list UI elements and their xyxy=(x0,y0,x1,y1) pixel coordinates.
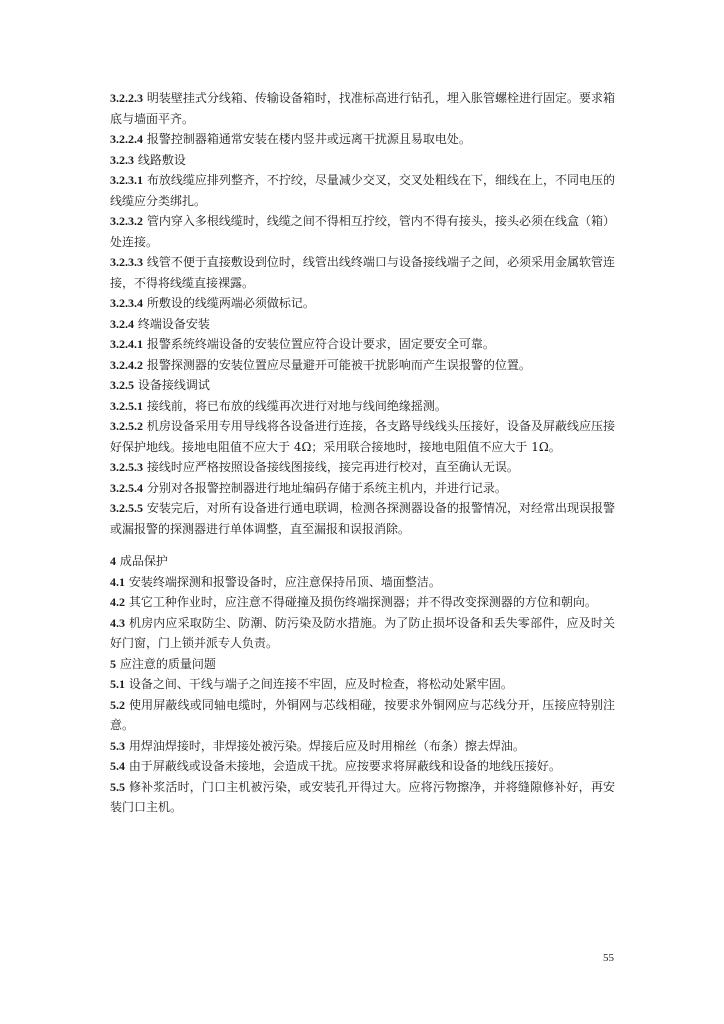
clause-text: 使用屏蔽线或同轴电缆时，外铜网与芯线相碰，按要求外铜网应与芯线分开，压接应特别注意。 xyxy=(110,697,615,732)
clause-text: 分别对各报警控制器进行地址编码存储于系统主机内，并进行记录。 xyxy=(143,480,507,495)
clause-text: 由于屏蔽线或设备未接地，会造成干扰。应按要求将屏蔽线和设备的地线压接好。 xyxy=(125,759,561,773)
clause-text: 修补浆活时，门口主机被污染，或安装孔开得过大。应将污物擦净，并将缝隙修补好，再安装门口主机。 xyxy=(110,779,615,814)
clause-number: 3.2.4.1 xyxy=(110,337,143,351)
document-body xyxy=(110,88,615,818)
clause-text: 终端设备安装 xyxy=(134,316,210,331)
clause-text: 机房内应采取防尘、防潮、防污染及防水措施。为了防止损坏设备和丢失零部件，应及时关好门窗，门上锁并派专人负责。 xyxy=(110,615,615,650)
clause-number: 3.2.3.2 xyxy=(110,214,143,228)
paragraph xyxy=(110,613,615,654)
paragraph xyxy=(110,457,615,478)
clause-text: 用焊油焊接时，非焊接处被污染。焊接后应及时用棉丝（布条）擦去焊油。 xyxy=(125,738,525,753)
clause-text: 安装终端探测和报警设备时，应注意保持吊顶、墙面整洁。 xyxy=(125,574,441,589)
paragraph xyxy=(110,777,615,818)
clause-number: 3.2.2.4 xyxy=(110,132,143,146)
paragraph xyxy=(110,756,615,777)
clause-number: 3.2.4 xyxy=(110,316,134,331)
paragraph xyxy=(110,129,615,150)
clause-number: 3.2.2.3 xyxy=(110,91,143,105)
page-number: 55 xyxy=(603,952,614,964)
clause-number: 3.2.5.3 xyxy=(110,460,143,474)
clause-number: 4.3 xyxy=(110,615,125,630)
clause-text: 应注意的质量问题 xyxy=(116,656,216,671)
paragraph xyxy=(110,375,615,396)
clause-number: 4 xyxy=(110,554,116,568)
clause-text: 报警控制器箱通常安装在楼内竖井或远离干扰源且易取电处。 xyxy=(143,132,471,146)
paragraph xyxy=(110,498,615,539)
clause-text: 线路敷设 xyxy=(134,152,186,167)
clause-text: 线管不便于直接敷设到位时，线管出线终端口与设备接线端子之间，必须采用金属软管连接，不得将线缆直接裸露。 xyxy=(110,255,615,290)
clause-number: 5.4 xyxy=(110,759,125,773)
clause-text: 明装壁挂式分线箱、传输设备箱时，找准标高进行钻孔，埋入胀管螺栓进行固定。要求箱底与墙面平齐。 xyxy=(110,91,615,126)
clause-number: 3.2.3.3 xyxy=(110,255,143,269)
clause-text: 布放线缆应排列整齐，不拧绞，尽量减少交叉，交叉处粗线在下，细线在上，不同电压的线缆应分类绑扎。 xyxy=(110,173,615,208)
clause-number: 3.2.5.4 xyxy=(110,480,143,495)
section-gap xyxy=(110,539,615,551)
paragraph xyxy=(110,695,615,736)
paragraph xyxy=(110,314,615,335)
clause-text: 设备接线调试 xyxy=(134,378,210,392)
paragraph xyxy=(110,252,615,293)
clause-number: 5 xyxy=(110,656,116,671)
paragraph xyxy=(110,170,615,211)
clause-text: 其它工种作业时，应注意不得碰撞及损伤终端探测器；并不得改变探测器的方位和朝向。 xyxy=(125,595,597,609)
clause-number: 3.2.3 xyxy=(110,152,134,167)
paragraph xyxy=(110,674,615,695)
clause-text: 接线前，将已布放的线缆再次进行对地与线间绝缘摇测。 xyxy=(143,398,447,413)
paragraph xyxy=(110,293,615,314)
clause-number: 3.2.3.4 xyxy=(110,296,143,310)
paragraph xyxy=(110,88,615,129)
clause-number: 5.3 xyxy=(110,738,125,753)
clause-number: 4.2 xyxy=(110,595,125,609)
clause-number: 3.2.5.1 xyxy=(110,398,143,413)
paragraph xyxy=(110,736,615,757)
clause-text: 管内穿入多根线缆时，线缆之间不得相互拧绞，管内不得有接头，接头必须在线盒（箱）处连接。 xyxy=(110,214,615,249)
paragraph xyxy=(110,478,615,499)
paragraph xyxy=(110,355,615,376)
clause-text: 机房设备采用专用导线将各设备进行连接，各支路导线线头压接好，设备及屏蔽线应压接好保护地线。接地电阻值不应大于 4Ω；采用联合接地时，接地电阻值不应大于 1Ω。 xyxy=(110,419,615,454)
clause-text: 设备之间、干线与端子之间连接不牢固，应及时检查，将松动处紧牢固。 xyxy=(125,677,513,691)
clause-number: 3.2.5.5 xyxy=(110,501,143,515)
paragraph xyxy=(110,592,615,613)
paragraph xyxy=(110,334,615,355)
paragraph xyxy=(110,211,615,252)
clause-text: 报警探测器的安装位置应尽量避开可能被干扰影响而产生误报警的位置。 xyxy=(143,357,531,372)
clause-text: 所敷设的线缆两端必须做标记。 xyxy=(143,296,315,310)
clause-number: 4.1 xyxy=(110,574,125,589)
clause-number: 5.2 xyxy=(110,697,125,712)
paragraph xyxy=(110,396,615,417)
clause-text: 成品保护 xyxy=(116,554,168,568)
clause-text: 安装完后，对所有设备进行通电联调，检测各探测器设备的报警情况，对经常出现误报警或漏报警的探测器进行单体调整，直至漏报和误报消除。 xyxy=(110,501,615,536)
paragraph xyxy=(110,551,615,572)
paragraph xyxy=(110,572,615,593)
clause-text: 接线时应严格按照设备接线图接线，接完再进行校对，直至确认无误。 xyxy=(143,460,519,474)
clause-text: 报警系统终端设备的安装位置应符合设计要求，固定要安全可靠。 xyxy=(143,337,495,351)
clause-number: 3.2.5 xyxy=(110,378,134,392)
paragraph xyxy=(110,416,615,457)
clause-number: 5.5 xyxy=(110,779,125,794)
clause-number: 3.2.5.2 xyxy=(110,419,143,433)
paragraph xyxy=(110,654,615,675)
clause-number: 3.2.4.2 xyxy=(110,357,143,372)
paragraph xyxy=(110,150,615,171)
clause-number: 5.1 xyxy=(110,677,125,691)
clause-number: 3.2.3.1 xyxy=(110,173,143,187)
